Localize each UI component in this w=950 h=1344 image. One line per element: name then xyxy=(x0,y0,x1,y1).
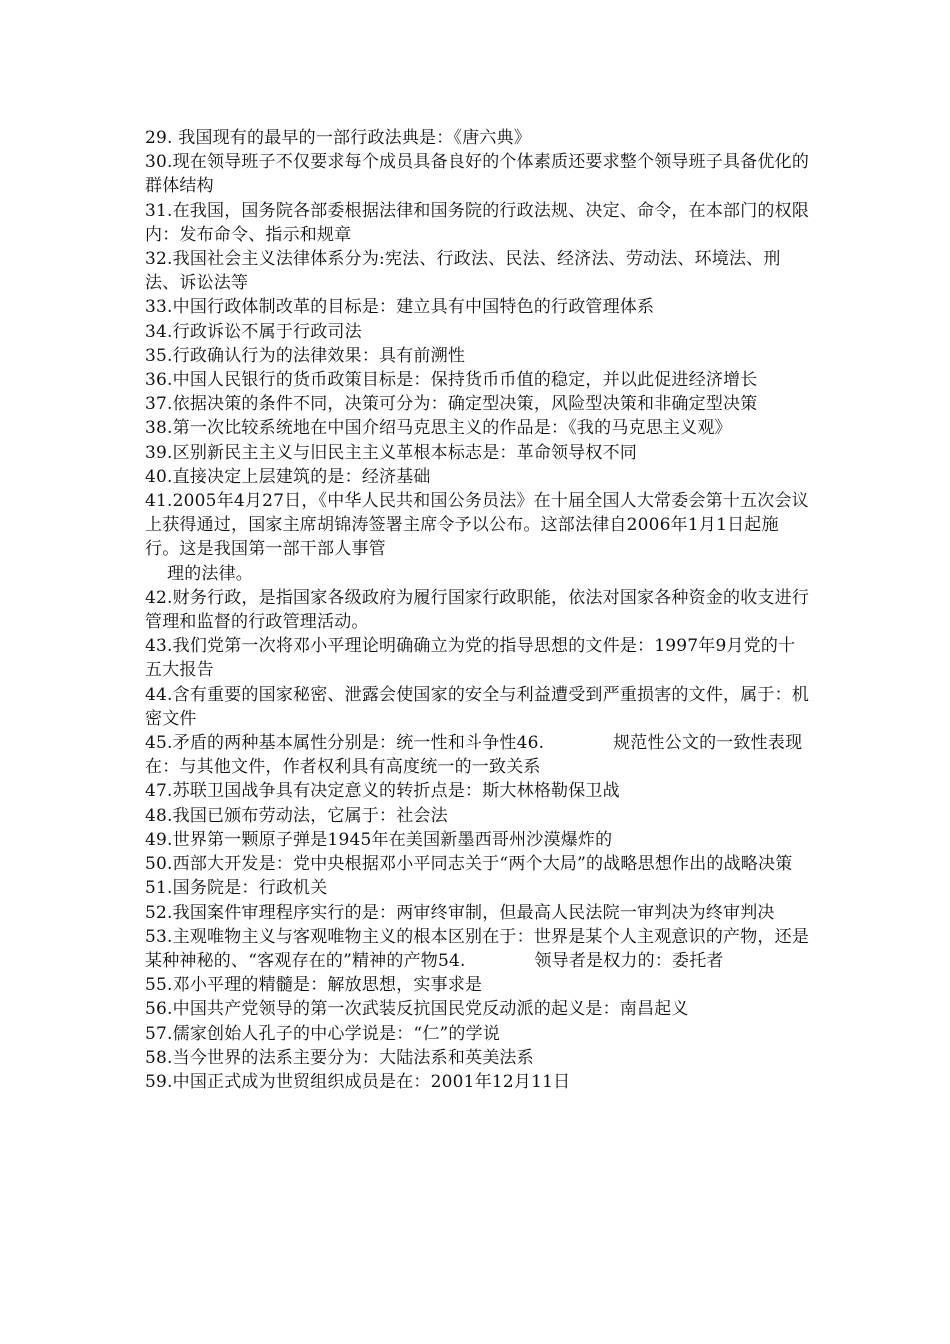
list-item: 51.国务院是：行政机关 xyxy=(145,878,328,899)
document-body xyxy=(145,126,810,1094)
list-item: 45.矛盾的两种基本属性分别是：统一性和斗争性46. 规范性公文的一致性表现在：与其他文件，作者权利具有高度统一的一致关系 xyxy=(145,733,803,778)
list-item: 57.儒家创始人孔子的中心学说是：“仁”的学说 xyxy=(145,1023,501,1044)
list-item: 40.直接决定上层建筑的是：经济基础 xyxy=(145,466,431,487)
list-item: 59.中国正式成为世贸组织成员是在：2001年12月11日 xyxy=(145,1071,571,1092)
list-item-continuation xyxy=(145,562,810,586)
list-item: 38.第一次比较系统地在中国介绍马克思主义的作品是：《我的马克思主义观》 xyxy=(145,418,732,439)
list-item: 50.西部大开发是：党中央根据邓小平同志关于“两个大局”的战略思想作出的战略决策 xyxy=(145,854,793,875)
list-item: 52.我国案件审理程序实行的是：两审终审制，但最高人民法院一审判决为终审判决 xyxy=(145,902,775,923)
continuation-text: 理的法律。 xyxy=(167,563,253,584)
list-item: 37.依据决策的条件不同，决策可分为：确定型决策，风险型决策和非确定型决策 xyxy=(145,394,758,415)
list-item: 43.我们党第一次将邓小平理论明确确立为党的指导思想的文件是：1997年9月党的十五大报告 xyxy=(145,636,796,681)
list-item: 53.主观唯物主义与客观唯物主义的根本区别在于：世界是某个人主观意识的产物，还是某种神秘的、“客观存在的”精神的产物54. 领导者是权力的：委托者 xyxy=(145,926,810,971)
list-item: 42.财务行政，是指国家各级政府为履行国家行政职能，依法对国家各种资金的收支进行管理和监督的行政管理活动。 xyxy=(145,587,810,633)
list-item: 32.我国社会主义法律体系分为:宪法、行政法、民法、经济法、劳动法、环境法、刑法、诉讼法等 xyxy=(145,249,781,294)
list-item: 29. 我国现有的最早的一部行政法典是：《唐六典》 xyxy=(145,128,531,148)
list-item: 31.在我国，国务院各部委根据法律和国务院的行政法规、决定、命令，在本部门的权限内：发布命令、指示和规章 xyxy=(145,200,810,245)
list-item: 55.邓小平理的精髓是：解放思想，实事求是 xyxy=(145,975,483,996)
list-item: 44.含有重要的国家秘密、泄露会使国家的安全与利益遭受到严重损害的文件，属于：机密文件 xyxy=(145,684,810,729)
list-item: 56.中国共产党领导的第一次武装反抗国民党反动派的起义是：南昌起义 xyxy=(145,999,689,1020)
list-item: 48.我国已颁布劳动法，它属于：社会法 xyxy=(145,805,448,826)
list-item: 33.中国行政体制改革的目标是：建立具有中国特色的行政管理体系 xyxy=(145,297,655,318)
list-item: 41.2005年4月27日，《中华人民共和国公务员法》在十届全国人大常委会第十五次会议上获得通过，国家主席胡锦涛签署主席令予以公布。这部法律自2006年1月1日起施行。这是我国第一部干部人事管 xyxy=(145,491,809,560)
list-item: 58.当今世界的法系主要分为：大陆法系和英美法系 xyxy=(145,1047,534,1068)
list-item: 47.苏联卫国战争具有决定意义的转折点是：斯大林格勒保卫战 xyxy=(145,781,620,802)
list-item: 30.现在领导班子不仅要求每个成员具备良好的个体素质还要求整个领导班子具备优化的群体结构 xyxy=(145,152,810,197)
list-item: 49.世界第一颗原子弹是1945年在美国新墨西哥州沙漠爆炸的 xyxy=(145,829,613,850)
list-item: 39.区别新民主主义与旧民主主义革根本标志是：革命领导权不同 xyxy=(145,442,638,463)
list-item: 36.中国人民银行的货币政策目标是：保持货币币值的稳定，并以此促进经济增长 xyxy=(145,370,758,391)
list-item: 35.行政确认行为的法律效果：具有前溯性 xyxy=(145,345,466,366)
list-item: 34.行政诉讼不属于行政司法 xyxy=(145,321,362,342)
